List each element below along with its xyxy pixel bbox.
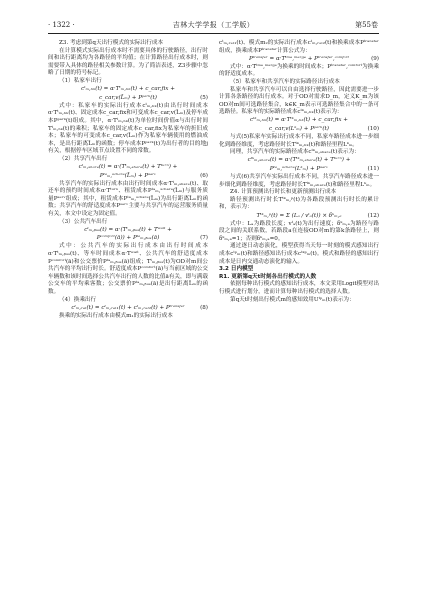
equation-number: (7) bbox=[200, 235, 208, 242]
equation bbox=[48, 226, 208, 235]
paragraph: 与式(5)私家车实际出行成本不同，私家车路径成本进一步细化到路径维度，考虑路径时长Tᵗᵏₘ,ₕₖ(t)和路径里程Lᵏₘ。 bbox=[219, 134, 379, 148]
equation-body: c_car,v(Lᵏₘ) + Pᵖᵃʳᵏ(t) bbox=[269, 126, 329, 133]
right-column bbox=[219, 40, 379, 304]
header-rule bbox=[48, 33, 379, 34]
equation-body: cᵗᵏₘ,ₕₖ(t) = α·Tᵗᵏₘ,ₕₖ(t) + c_car,fix + bbox=[250, 117, 348, 124]
equation-body: Pᵗᵃₘ,ˢᶜʰᵃʳᵉ(Lᵏₘ) + Pˢᵉʳᵛ bbox=[269, 166, 329, 172]
subsection-label: （1）私家车出行 bbox=[59, 77, 102, 84]
equation bbox=[219, 212, 379, 221]
paragraph: 式中：私家车的实际出行成本cᵗₘ,ₕₖ(t)由出行时间成本α·Tᵗₘ,ₕₖ(t)、固定成本c_car,fix和可变成本c_car,v(L̄ₘ)及停车成本Pᵖᵃʳᵏ(t)组成。其中，α·Tᵗₘ,ₕₖ(t)为单位时间价值α与出行时间Tᵗₘ,ₕₖ(t)的乘积；私家车的固定成本c_car,fix为私家车的折旧成本；私家车的可变成本c_car,v(L̄ₘ)作为私家车辆使用的燃油成本，是出行距离L̄ₘ的函数；停车成本Pᵖᵃʳᵏ(t)为出行者的目的地j有关，根据停车区域节点设置不同的常数。 bbox=[48, 102, 208, 155]
paragraph: 式中：Lₐ为路段长度；vᵗₐ(t)为出行速度；δᵏₘ,ₐ为路径与路段之间的关联系数，若路段a在连接OD对m的第k条路径上，则δᵏₘ,ₐ=1；否则δᵏₘ,ₐ=0。 bbox=[219, 220, 379, 242]
equation-number: (8) bbox=[200, 304, 208, 311]
equation-number: (12) bbox=[367, 212, 379, 219]
subsection-label: （5）私家车和共享汽车的实际路径出行成本 bbox=[230, 78, 340, 85]
equation bbox=[48, 172, 208, 181]
equation bbox=[219, 157, 379, 166]
subsection-label: （4）换乘出行 bbox=[59, 296, 97, 303]
equation bbox=[48, 164, 208, 173]
equation bbox=[219, 117, 379, 126]
equation-body: Pᵗʳᵃⁿˢᶠᵉʳ = α·Tᵗᵐᵉ,ᵐᵉʳᵍᵉ + Pᵗʳᵃⁿˢᶠᵉʳ,ᶜᵒᵐᶠᵒʳᵗ bbox=[248, 55, 350, 62]
paragraph: Z4. 计算预测出行时长和更新预测出行成本 bbox=[230, 189, 337, 196]
paragraph: 换乘的实际出行成本由模式m₁的实际出行成本 bbox=[59, 312, 173, 319]
volume-number: 第55卷 bbox=[355, 21, 378, 29]
section-heading: R1. 更新第q天t时刻各出行模式的人数 bbox=[219, 273, 317, 280]
journal-name: 吉林大学学报（工学版） bbox=[172, 21, 255, 29]
equation-body: cᵗₘ,ₕₖ(t) = α·Tᵗₘ,ₕₖ(t) + c_car,fix + bbox=[81, 86, 175, 93]
equation-body: cᵗₘ,ₛₕₐᵣₑ(t) = α·(Tᵗₘ,ₛₕₐᵣₑ(t) + Tᵗᵘʳⁿ) + bbox=[78, 164, 178, 170]
equation-number: (11) bbox=[367, 166, 379, 172]
equation-body: cᵗᵏₘ,ₛₕₐᵣₑ(t) = α·(Tᵗᵏₘ,ₛₕₐᵣₑ(t) + Tᵗᵘʳⁿ) + bbox=[247, 157, 351, 164]
paragraph-continued: cᵗₘ,ᵣₑₗ₁(t)、模式m₂的实际出行成本cᵗₘ,ᵣₑₗ₂(t)和换乘成本Pᵗʳᵃⁿˢᶠᵉʳ组成，换乘成本Pᵗʳᵃⁿˢᶠᵉʳ计算公式为： bbox=[219, 40, 379, 54]
equation-body: Pᶜᵒᵐᶠᵒʳᵗ(ā)) + Pᵗᵃₘ,ᵦᵤₛ(ā) bbox=[96, 235, 160, 242]
equation bbox=[219, 166, 379, 175]
equation bbox=[48, 86, 208, 95]
page-number: · 1322 · bbox=[48, 21, 75, 29]
paragraph: 同理，共享汽车的实际路径成本cᵗᵏₘ,ₛₕₐᵣₑ(t)表示为： bbox=[230, 149, 360, 156]
paragraph: 共享汽车的实际出行成本由出行时间成本α·Tᵗₘ,ₛₕₐᵣₑ(t)、取还车的预约时间成本α·Tᵗᵘʳⁿ、租赁成本Pᵗᵃₘ,ˢᶜʰᵃʳᵉ(L̄ₘ)与服务质量Pˢᵉʳᵛ组成；其中，租赁成本Pᵗᵃₘ,ˢᶜʰᵃʳᵉ(L̄ₘ)为出行距离L̄ₘ的函数；共享汽车的舒适度成本Pˢᵉʳᵛ主要与共享汽车的运营服务质量有关，本文中设定为固定值。 bbox=[48, 180, 208, 218]
equation-body: c_car,v(L̄ₘ) + Pᵖᵃʳᵏ(t) bbox=[99, 94, 157, 101]
equation-number: (9) bbox=[371, 55, 379, 62]
paragraph: 式中：α·Tᵗᵐᵉ,ᵐᵉʳᵍᵉ为换乘的时间成本；Pᵗʳᵃⁿˢᶠᵉʳ,ᶜᵒᵐᶠᵒʳᵗ为换乘的舒适度成本。 bbox=[219, 63, 379, 78]
paragraph: 私家车和共享汽车可以自由选择行驶路径，因此需要进一步计算各条路径的出行成本。对于OD对需求D_m，定义K_m为该OD对m间可选路径集合，k∈K_m表示可选路径集合中的一条可选路径。私家车的实际路径成本cᵗᵏₘ,ₕₖ(t)表示为： bbox=[219, 86, 379, 116]
equation-number: (6) bbox=[200, 172, 208, 179]
paragraph: 通过逐日动态演化，模型获得当天每一时刻的模式感知出行成本cᵗᵖₘ(t)和路径感知出行成本cᵗᵏᵖₘ(t)。模式和路径的感知出行成本是日内交通动态演化的输入。 bbox=[219, 243, 379, 265]
equation-body: cᵗₘ,ᵦᵤₛ(t) = α·(Tᵗₘ,ᵦᵤₛ(t) + Tʷᵃⁱᵗ + bbox=[84, 226, 172, 233]
subsection-label: （2）共享汽车出行 bbox=[59, 155, 108, 162]
equation-number: (5) bbox=[200, 94, 208, 101]
paragraph: 与式(6)共享汽车实际出行成本不同，共享汽车路径成本进一步细化到路径维度，考虑路径时长Tᵗᵏₘ,ₛₕₐᵣₑ(t)和路径里程Lᵏₘ。 bbox=[219, 174, 379, 188]
equation bbox=[219, 126, 379, 135]
equation-body: Tᵗᵏₘ,ᵖ(t) = Σ (Lₐ / vᵗₐ(t)) × δᵏₘ,ₐ bbox=[256, 212, 342, 219]
equation bbox=[48, 94, 208, 103]
subsection-label: （3）公共汽车出行 bbox=[59, 218, 108, 225]
paragraph: 依据每种出行模式的感知出行成本，本文采用Logit模型对出行模式进行划分，进而计算每种出行模式的选择人数。 bbox=[219, 281, 379, 295]
equation bbox=[48, 304, 208, 313]
section-heading: 3.2 日内模型 bbox=[219, 266, 254, 273]
paragraph: 式中：公共汽车的实际出行成本由出行时间成本α·Tᵗₘ,ᵦᵤₛ(t)、等车时间成本α·Tʷᵃⁱᵗ、公共汽车的舒适度成本Pᶜᵒᵐᶠᵒʳᵗ(ā)和公交票价Pᵗᵃₘ,ᵦᵤₛ(ā)组成；Tᵗₘ,ᵦᵤₛ(t)为OD对m间公共汽车的平均出行时长。舒适度成本Pᶜᵒᵐᶠᵒʳᵗ(ā)与当前区域的公交车辆数和该时间选择公共汽车出行的人数的比值ā有关，即与满载公交车的平均乘客数；公交票价Pᵗᵃₘ,ᵦᵤₛ(ā)是出行距离L̄ₘ的函数。 bbox=[48, 243, 208, 295]
equation-body: cᵗₘ,ᵣₑₗ(t) = cᵗₘ,ᵣₑₗ₁(t) + cᵗₘ,ᵣₑₗ₂(t) + Pᵗʳᵃⁿˢᶠᵉʳ bbox=[71, 304, 185, 311]
paragraph: 第q天t时刻出行模式m的感知效用Uᵗᵖₘ(t)表示为： bbox=[230, 296, 355, 303]
paragraph: 在计算模式实际出行成本时不需要具体的行驶路径，出行时间和出行距离均为各路径的平均值；在计算路径出行成本时，则需要带入具体的路径相关参数计算。为了简洁表述，Z3步骤中忽略了日期的符号标记。 bbox=[48, 47, 208, 77]
equation bbox=[48, 235, 208, 244]
left-column bbox=[48, 40, 208, 320]
paragraph: Z3. 考虑到第q天出行模式的实际出行成本 bbox=[59, 40, 164, 46]
equation-body: Pᵗᵃₘ,ˢᶜʰᵃʳᵉ(L̄ₘ) + Pˢᵉʳᵛ bbox=[99, 172, 157, 179]
paragraph: 路径预测出行时长Tᵗᵏₘ,ᵖ(t)为各路段预测出行时长的累计和，表示为： bbox=[219, 196, 379, 211]
equation bbox=[219, 55, 379, 64]
equation-number: (10) bbox=[367, 126, 379, 133]
